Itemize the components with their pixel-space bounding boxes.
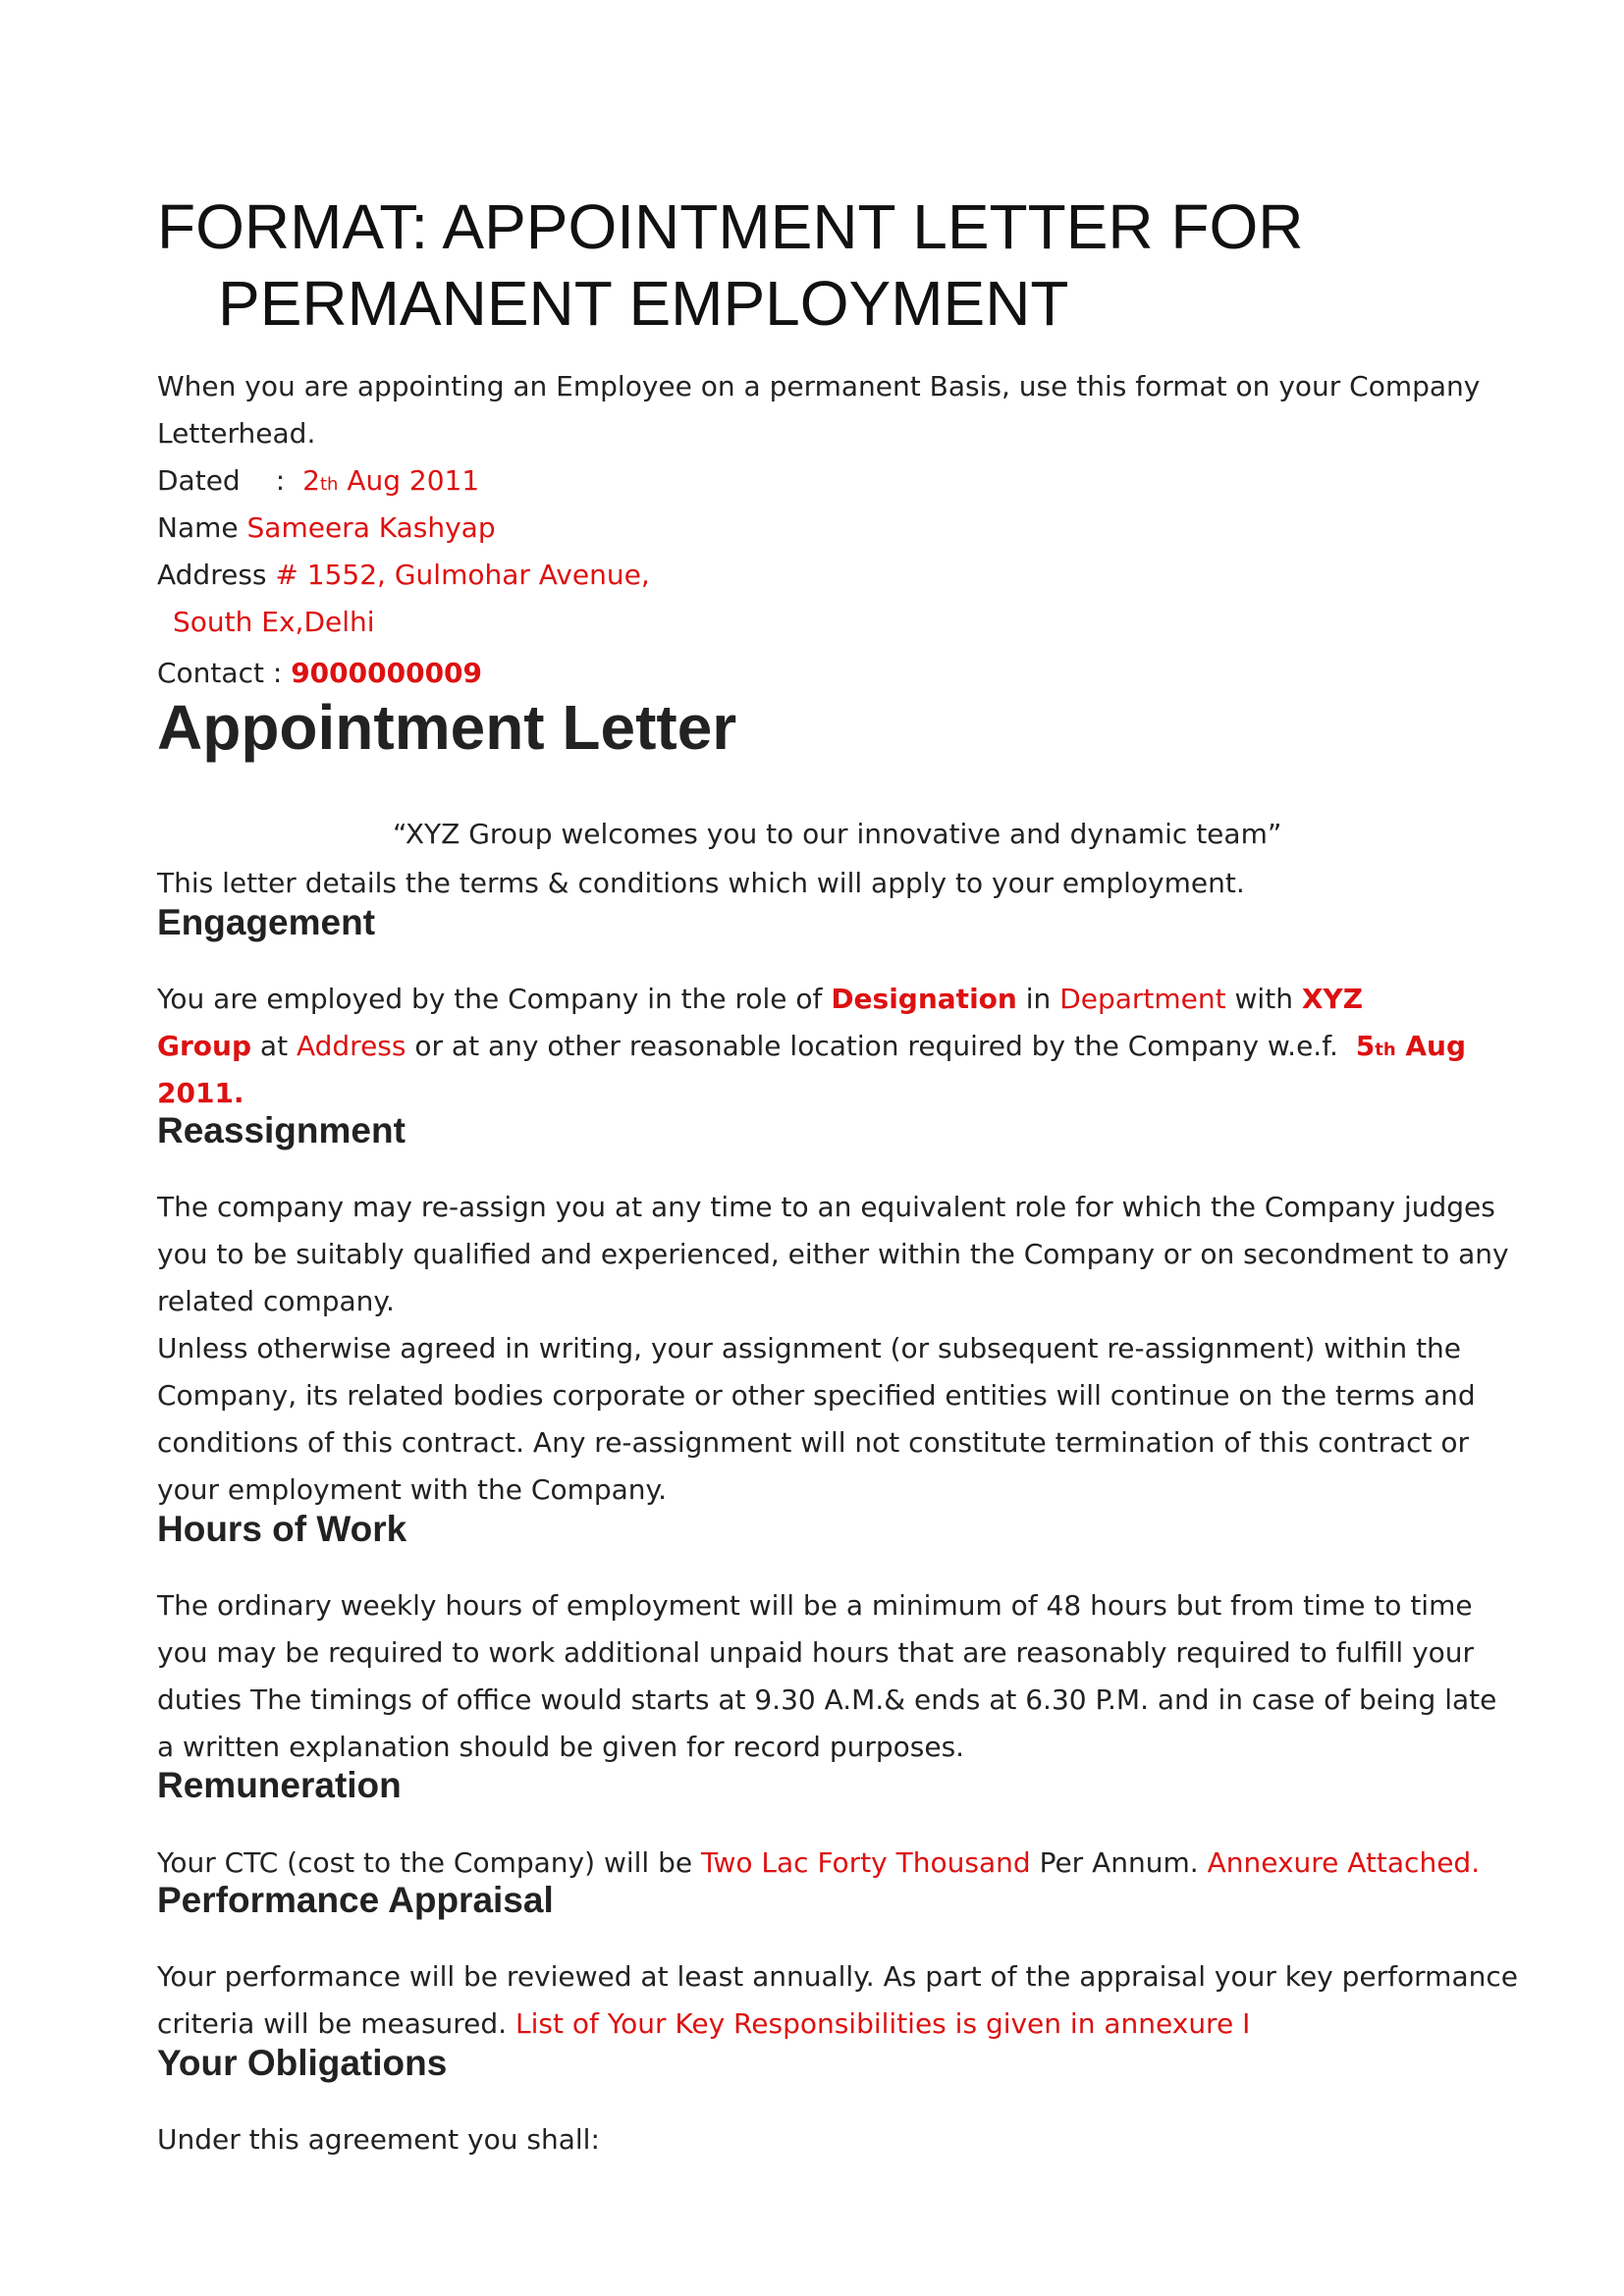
name-row [157, 505, 496, 552]
company-name-part2: Group [157, 1030, 252, 1062]
contact-value: 9000000009 [291, 657, 483, 689]
engagement-line2: Group at Address or at any other reasonable location required by the Company w.e.f. 5th Aug [157, 1030, 1467, 1062]
reassignment-line: The company may re-assign you at any time to an equivalent role for which the Company judges [157, 1191, 1495, 1223]
appraisal-line2: criteria will be measured. List of Your Key Responsibilities is given in annexure I [157, 2007, 1251, 2040]
reassignment-line: Unless otherwise agreed in writing, your assignment (or subsequent re-assignment) within the [157, 1332, 1462, 1364]
designation-field: Designation [831, 983, 1017, 1015]
intro-line2: Letterhead. [157, 417, 316, 450]
obligations-heading: Your Obligations [157, 2043, 448, 2083]
welcome-quote: “XYZ Group welcomes you to our innovative and dynamic team” [393, 818, 1282, 850]
address-line1: # 1552, Gulmohar Avenue, [275, 559, 650, 591]
hours-line: you may be required to work additional unpaid hours that are reasonably required to fulfill your [157, 1636, 1475, 1669]
obligations-line1: Under this agreement you shall: [157, 2123, 600, 2156]
address-row [157, 552, 650, 599]
hours-line: The ordinary weekly hours of employment will be a minimum of 48 hours but from time to time [157, 1589, 1473, 1622]
annexure-note: Annexure Attached. [1207, 1846, 1481, 1879]
dated-label: Dated [157, 464, 241, 497]
name-value: Sameera Kashyap [246, 511, 496, 544]
reassignment-line: conditions of this contract. Any re-assignment will not constitute termination of this contract or [157, 1426, 1470, 1459]
hours-heading: Hours of Work [157, 1509, 407, 1549]
intro-line1: When you are appointing an Employee on a permanent Basis, use this format on your Company [157, 370, 1481, 402]
hours-line: duties The timings of office would starts at 9.30 A.M.& ends at 6.30 P.M. and in case of being late [157, 1683, 1497, 1716]
address-label: Address [157, 559, 267, 591]
work-address-field: Address [296, 1030, 406, 1062]
address-line2: South Ex,Delhi [173, 606, 375, 638]
reassignment-line: you to be suitably qualified and experienced, either within the Company or on secondment to any [157, 1238, 1509, 1270]
contact-row [157, 650, 482, 697]
engagement-heading: Engagement [157, 902, 376, 942]
format-title-line1: FORMAT: APPOINTMENT LETTER FOR [157, 191, 1304, 262]
hours-line: a written explanation should be given for record purposes. [157, 1731, 965, 1763]
letter-heading: Appointment Letter [157, 692, 737, 763]
engagement-line1: You are employed by the Company in the role of Designation in Department with XYZ [157, 983, 1364, 1015]
remuneration-heading: Remuneration [157, 1765, 402, 1805]
appraisal-line1: Your performance will be reviewed at least annually. As part of the appraisal your key performance [157, 1960, 1518, 1993]
company-name-part1: XYZ [1301, 983, 1364, 1015]
name-label: Name [157, 511, 239, 544]
ctc-amount: Two Lac Forty Thousand [701, 1846, 1031, 1879]
remuneration-line: Your CTC (cost to the Company) will be Two Lac Forty Thousand Per Annum. Annexure Attached. [157, 1846, 1481, 1879]
format-title [157, 188, 1304, 342]
department-field: Department [1059, 983, 1226, 1015]
key-responsibilities-note: List of Your Key Responsibilities is given in annexure I [514, 2007, 1251, 2040]
appraisal-heading: Performance Appraisal [157, 1880, 554, 1920]
reassignment-line: your employment with the Company. [157, 1473, 668, 1506]
reassignment-heading: Reassignment [157, 1110, 406, 1150]
details-line: This letter details the terms & conditions which will apply to your employment. [157, 867, 1245, 899]
reassignment-line: Company, its related bodies corporate or other specified entities will continue on the terms and [157, 1379, 1476, 1412]
dated-row [157, 457, 479, 508]
start-date: 5th Aug [1355, 1030, 1467, 1062]
dated-separator: : [275, 464, 286, 497]
dated-value: 2th Aug 2011 [302, 464, 480, 497]
format-title-line2: PERMANENT EMPLOYMENT [218, 268, 1069, 339]
contact-label: Contact : [157, 657, 283, 689]
reassignment-line: related company. [157, 1285, 395, 1317]
start-date-year: 2011. [157, 1077, 244, 1109]
